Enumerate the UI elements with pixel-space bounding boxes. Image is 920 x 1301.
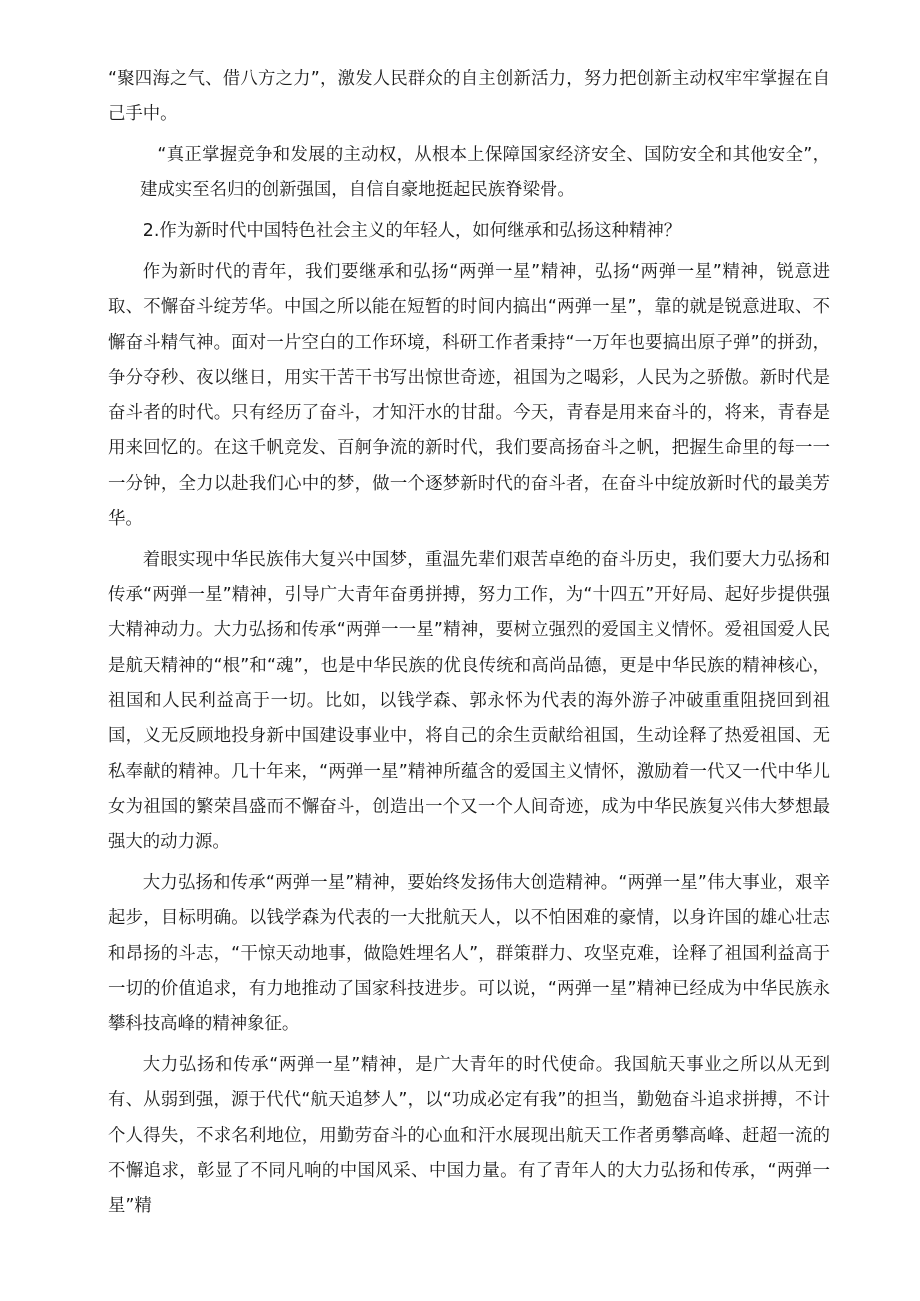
paragraph-1: “聚四海之气、借八方之力”，激发人民群众的自主创新活力，努力把创新主动权牢牢掌握在自己手中。 — [108, 69, 830, 125]
document-body — [108, 62, 830, 1230]
paragraph-2: “真正掌握竞争和发展的主动权，从根本上保障国家经济安全、国防安全和其他安全”，建成实至名归的创新强国，自信自豪地挺起民族脊梁骨。 — [140, 145, 830, 201]
paragraph-4: 着眼实现中华民族伟大复兴中国梦，重温先辈们艰苦卓绝的奋斗历史，我们要大力弘扬和传承“两弹一星”精神，引导广大青年奋勇拼搏，努力工作，为“十四五”开好局、起好步提供强大精神动力。大力弘扬和传承“两弹一一星”精神，要树立强烈的爱国主义情怀。爱祖国爱人民是航天精神的“根”和“魂”，也是中华民族的优良传统和高尚品德，更是中华民族的精神核心，祖国和人民利益高于一切。比如，以钱学森、郭永怀为代表的海外游子冲破重重阻挠回到祖国，义无反顾地投身新中国建设事业中，将自己的余生贡献给祖国，生动诠释了热爱祖国、无私奉献的精神。几十年来，“两弹一星”精神所蕴含的爱国主义情怀，激励着一代又一代中华儿女为祖国的繁荣昌盛而不懈奋斗，创造出一个又一个人间奇迹，成为中华民族复兴伟大梦想最强大的动力源。 — [108, 549, 830, 853]
paragraph-6: 大力弘扬和传承“两弹一星”精神，是广大青年的时代使命。我国航天事业之所以从无到有、从弱到强，源于代代“航天追梦人”，以“功成必定有我”的担当，勤勉奋斗追求拼搏，不计个人得失，不求名利地位，用勤劳奋斗的心血和汗水展现出航天工作者勇攀高峰、赶超一流的不懈追求，彰显了不同凡响的中国风采、中国力量。有了青年人的大力弘扬和传承，“两弹一星”精 — [108, 1055, 830, 1217]
paragraph-3: 作为新时代的青年，我们要继承和弘扬“两弹一星”精神，弘扬“两弹一星”精神，锐意进取、不懈奋斗绽芳华。中国之所以能在短暂的时间内搞出“两弹一星”，靠的就是锐意进取、不懈奋斗精气神。面对一片空白的工作环境，科研工作者秉持“一万年也要搞出原子弹”的拼劲，争分夺秒、夜以继日，用实干苦干书写出惊世奇迹，祖国为之喝彩，人民为之骄傲。新时代是奋斗者的时代。只有经历了奋斗，才知汗水的甘甜。今天，青春是用来奋斗的，将来，青春是用来回忆的。在这千帆竞发、百舸争流的新时代，我们要高扬奋斗之帆，把握生命里的每一一一分钟，全力以赴我们心中的梦，做一个逐梦新时代的奋斗者，在奋斗中绽放新时代的最美芳华。 — [108, 261, 830, 530]
question-heading: 2.作为新时代中国特色社会主义的年轻人，如何继承和弘扬这种精神？ — [142, 221, 682, 242]
paragraph-5: 大力弘扬和传承“两弹一星”精神，要始终发扬伟大创造精神。“两弹一星”伟大事业，艰辛起步，目标明确。以钱学森为代表的一大批航天人，以不怕困难的豪情，以身许国的雄心壮志和昂扬的斗志，“干惊天动地事，做隐姓埋名人”，群策群力、攻坚克难，诠释了祖国利益高于一切的价值追求，有力地推动了国家科技进步。可以说，“两弹一星”精神已经成为中华民族永攀科技高峰的精神象征。 — [108, 873, 830, 1035]
